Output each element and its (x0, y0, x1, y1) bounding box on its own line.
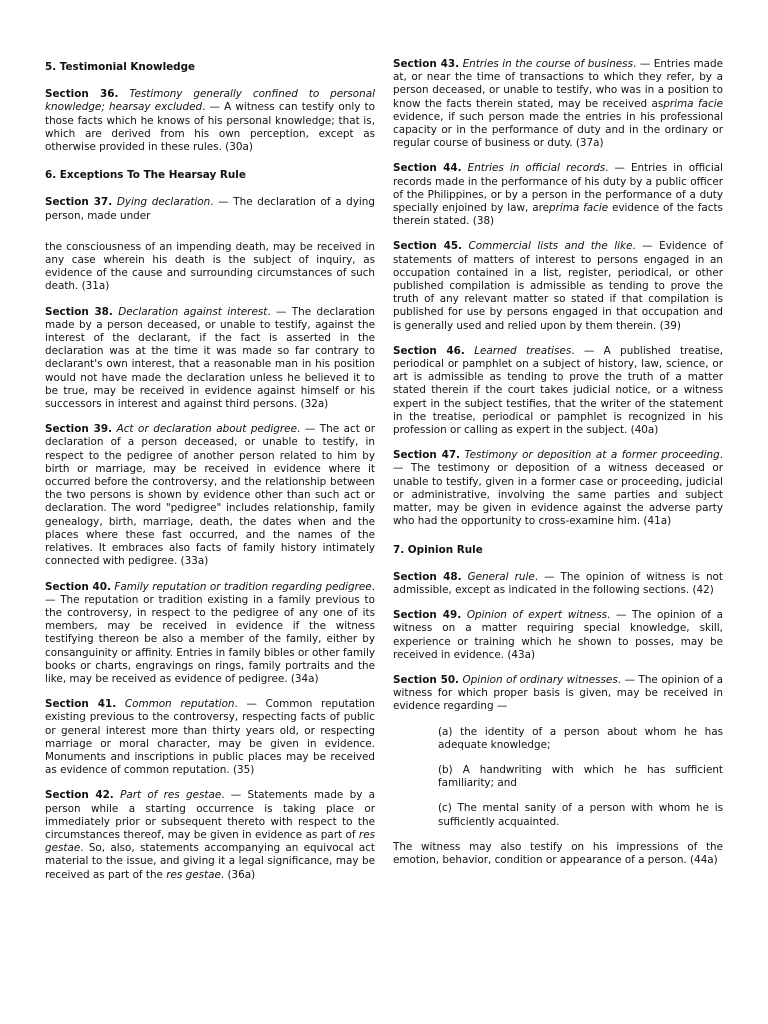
section-title: General rule (467, 570, 535, 583)
section-title: Dying declaration (116, 196, 211, 209)
section-text: . — The opinion of a witness for which proper basis is given, may be received in evidence regarding — (393, 673, 724, 713)
list-item-c: (c) The mental sanity of a person with whom he is sufficiently acquainted. (438, 802, 723, 828)
section-37 (45, 196, 375, 222)
section-text: . — The opinion of witness is not admissible, except as indicated in the following sections. (42) (393, 570, 723, 596)
section-48 (393, 571, 723, 597)
section-title: Commercial lists and the like (468, 240, 633, 253)
section-title: Declaration against interest (118, 305, 268, 318)
section-number: Section 39. (45, 423, 113, 436)
section-text: . — The testimony or deposition of a witness deceased or unable to testify, given in a former case or proceeding, judicial or administrative, involving the same parties and subject matter, may be given in evidence against the adverse party who had the opportunity to cross-examine him. (41a) (393, 449, 723, 528)
section-text: . — The declaration made by a person deceased, or unable to testify, against the interest of the declarant, if the fact is asserted in the declaration was at the time it was made so far contrary to declarant's own interest, that a reasonable man in his position would not have made the declaration unless he believed it to be true, may be received in evidence against himself or his successors in interest and against third persons. (32a) (45, 305, 376, 411)
section-47 (393, 449, 723, 528)
section-text: . (36a) (220, 868, 256, 881)
section-number: Section 36. (45, 88, 119, 101)
section-number: Section 50. (393, 673, 459, 686)
italic-term: res gestae (45, 828, 375, 855)
section-42 (45, 789, 375, 881)
heading-hearsay-exceptions: 6. Exceptions To The Hearsay Rule (45, 169, 246, 182)
section-37-continued: the consciousness of an impending death, may be received in any case wherein his death is the subject of inquiry, as evidence of the cause and surrounding circumstances of such death. (31a) (45, 240, 375, 293)
section-title: Opinion of ordinary witnesses (462, 673, 618, 686)
section-text: . — The act or declaration of a person deceased, or unable to testify, in respect to the pedigree of another person related to him by birth or marriage, may be received in evidence where it occurred before the controversy, and the relationship between the two persons is shown by evidence other than such act or declaration. The word "pedigree" includes relationship, family genealogy, birth, marriage, death, the dates when and the places where these fast occurred, and the names of the relatives. It embraces also facts of family history intimately connected with pedigree. (33a) (45, 423, 376, 568)
section-40 (45, 581, 375, 687)
section-45 (393, 240, 723, 332)
italic-term: prima facie (549, 202, 609, 215)
section-title: Common reputation (124, 698, 235, 711)
list-item-a: (a) the identity of a person about whom he has adequate knowledge; (438, 725, 723, 751)
section-number: Section 49. (393, 609, 462, 622)
italic-term: prima facie (663, 97, 723, 110)
italic-term: res gestae (166, 868, 221, 881)
section-44 (393, 162, 723, 228)
right-column (393, 58, 723, 879)
section-title: Act or declaration about pedigree (116, 423, 297, 436)
section-49 (393, 609, 723, 662)
section-text: . — The reputation or tradition existing in a family previous to the controversy, in respect to the pedigree of any one of its members, may be received in evidence if the witness testifying thereon be also a member of the family, either by consanguinity or affinity. Entries in family bibles or other family books or charts, engravings on rings, family portraits and the like, may be received as evidence of pedigree. (34a) (45, 580, 375, 685)
section-title: Entries in official records (467, 162, 606, 175)
section-number: Section 45. (393, 240, 462, 253)
section-text: . — Entries made at, or near the time of transactions to which they refer, by a person deceased, or unable to testify, who was in a position to know the facts therein stated, may be received as (393, 58, 723, 110)
section-title: Part of res gestae (120, 789, 222, 802)
section-38 (45, 306, 375, 412)
section-title: Testimony or deposition at a former proceeding (464, 449, 720, 462)
section-number: Section 48. (393, 570, 462, 583)
section-title: Entries in the course of business (462, 58, 634, 70)
section-number: Section 47. (393, 449, 460, 462)
heading-opinion-rule: 7. Opinion Rule (393, 543, 483, 556)
section-number: Section 41. (45, 698, 117, 711)
section-text: . — The declaration of a dying person, made under (45, 196, 375, 222)
section-title: Testimony generally confined to personal knowledge; hearsay excluded (45, 88, 376, 114)
section-text: . — A witness can testify only to those facts which he knows of his personal knowledge; that is, which are derived from his own perception, except as otherwise provided in these rules. (30a) (45, 101, 375, 154)
section-50 (393, 674, 723, 714)
section-number: Section 37. (45, 196, 113, 209)
heading-testimonial-knowledge: 5. Testimonial Knowledge (45, 61, 196, 73)
section-number: Section 46. (393, 344, 465, 357)
section-text: . — The opinion of a witness on a matter requiring special knowledge, skill, experience or training which he shown to posses, may be received in evidence. (43a) (393, 609, 723, 661)
section-text: . — Evidence of statements of matters of interest to persons engaged in an occupation contained in a list, register, periodical, or other published compilation is admissible as tending to prove the truth of any relevant matter so stated if that compilation is published for use by persons engaged in that occupation and is generally used and relied upon by them therein. (39) (393, 240, 724, 332)
section-number: Section 43. (393, 58, 460, 70)
section-text: . So, also, statements accompanying an equivocal act material to the issue, and giving it a legal significance, may be received as part of the (45, 842, 375, 881)
section-text: evidence of the facts therein stated. (38) (393, 202, 723, 228)
section-46 (393, 345, 723, 437)
section-title: Opinion of expert witness (466, 609, 608, 622)
section-36 (45, 88, 375, 154)
left-column (45, 58, 375, 894)
section-text: . — Statements made by a person while a starting occurrence is taking place or immediately prior or subsequent thereto with respect to the circumstances thereof, may be given in evidence as part of (45, 789, 376, 841)
section-number: Section 42. (45, 789, 114, 802)
list-item-b: (b) A handwriting with which he has sufficient familiarity; and (438, 763, 723, 790)
section-title: Learned treatises (474, 344, 572, 357)
section-43 (393, 58, 723, 150)
section-text: evidence, if such person made the entries in his professional capacity or in the performance of duty and in the ordinary or regular course of business or duty. (37a) (393, 110, 723, 150)
closing-paragraph: The witness may also testify on his impressions of the emotion, behavior, condition or appearance of a person. (44a) (393, 840, 723, 866)
section-number: Section 40. (45, 580, 111, 593)
section-text: . — A published treatise, periodical or pamphlet on a subject of history, law, science, or art is admissible as tending to prove the truth of a matter stated therein if the court takes judicial notice, or a witness expert in the subject testifies, that the writer of the statement in the treatise, periodical or pamphlet is recognized in his profession or calling as expert in the subject. (40a) (393, 344, 724, 437)
section-number: Section 44. (393, 162, 462, 175)
section-39 (45, 423, 375, 568)
section-41 (45, 698, 375, 777)
section-title: Family reputation or tradition regarding pedigree (114, 580, 372, 593)
section-number: Section 38. (45, 305, 113, 318)
section-text: . — Entries in official records made in the performance of his duty by a public officer of the Philippines, or by a person in the performance of a duty specially enjoined by law, are (393, 162, 723, 215)
section-text: . — Common reputation existing previous to the controversy, respecting facts of public or general interest more than thirty years old, or respecting marriage or moral character, may be given in evidence. Monuments and inscriptions in public places may be received as evidence of common reputation. (35) (45, 698, 375, 777)
